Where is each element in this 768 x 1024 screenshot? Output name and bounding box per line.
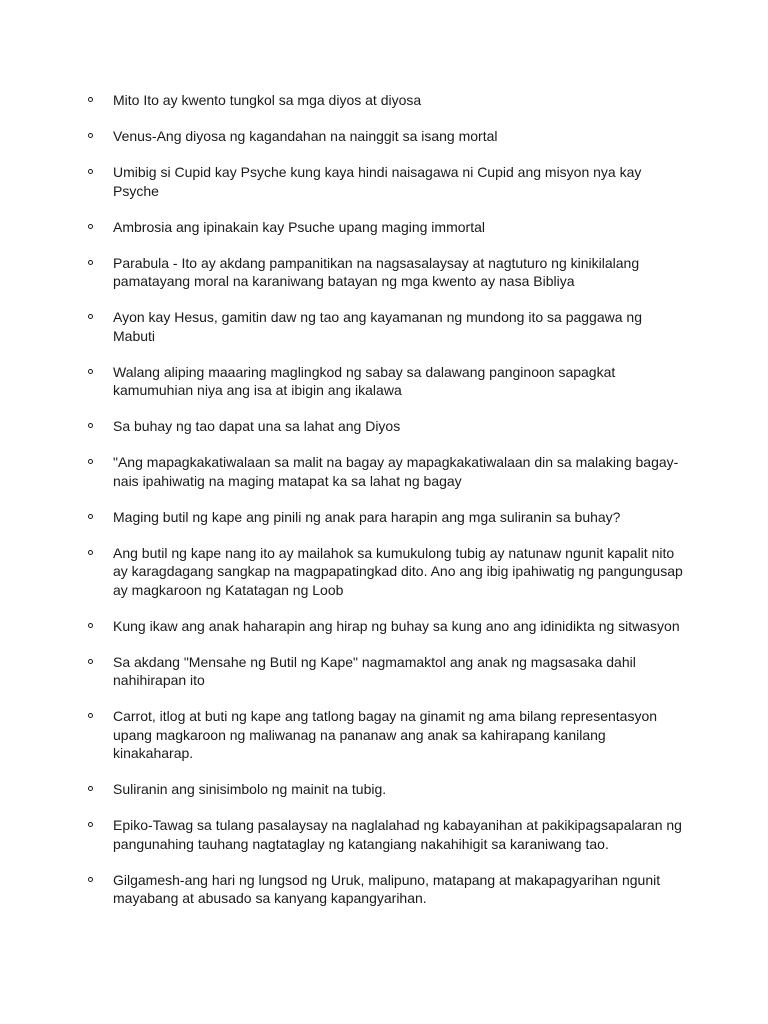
list-item [86, 127, 686, 146]
bullet-icon [88, 877, 93, 882]
list-item-text: Carrot, itlog at buti ng kape ang tatlong bagay na ginamit ng ama bilang representasyon upang magkaroon ng maliwanag na pananaw ang anak sa kahirapang kanilang kinakaharap. [113, 708, 658, 761]
bullet-list [86, 91, 686, 925]
list-item-text: Venus-Ang diyosa ng kagandahan na nainggit sa isang mortal [113, 128, 498, 144]
list-item-text: Ayon kay Hesus, gamitin daw ng tao ang kayamanan ng mundong ito sa paggawa ng Mabuti [113, 309, 642, 344]
list-item [86, 254, 686, 291]
bullet-icon [88, 514, 93, 519]
list-item-text: Suliranin ang sinisimbolo ng mainit na tubig. [113, 781, 387, 797]
bullet-icon [88, 786, 93, 791]
list-item [86, 544, 686, 600]
list-item-text: Gilgamesh-ang hari ng lungsod ng Uruk, malipuno, matapang at makapagyarihan ngunit mayabang at abusado sa kanyang kapangyarihan. [113, 871, 661, 906]
list-item-text: Kung ikaw ang anak haharapin ang hirap ng buhay sa kung ano ang idinidikta ng sitwasyon [113, 617, 680, 634]
bullet-icon [88, 224, 93, 229]
bullet-icon [88, 822, 93, 827]
list-item-text: Umibig si Cupid kay Psyche kung kaya hindi naisagawa ni Cupid ang misyon nya kay Psyche [113, 164, 642, 199]
list-item [86, 617, 686, 636]
list-item-text: Sa akdang "Mensahe ng Butil ng Kape" nagmamaktol ang anak ng magsasaka dahil nahihirapan ito [113, 653, 636, 688]
list-item [86, 871, 686, 908]
list-item [86, 308, 686, 345]
list-item [86, 707, 686, 763]
bullet-icon [88, 314, 93, 319]
list-item [86, 218, 686, 237]
bullet-icon [88, 97, 93, 102]
list-item-text: Maging butil ng kape ang pinili ng anak para harapin ang mga suliranin sa buhay? [113, 508, 621, 525]
list-item-text: Sa buhay ng tao dapat una sa lahat ang Diyos [113, 418, 401, 434]
list-item [86, 508, 686, 527]
list-item [86, 163, 686, 200]
list-item-text: Epiko-Tawag sa tulang pasalaysay na naglalahad ng kabayanihan at pakikipagsapalaran ng pangunahing tauhang nagtataglay ng katangiang nakahihigit sa karaniwang tao. [113, 817, 682, 852]
bullet-icon [88, 713, 93, 718]
list-item [86, 780, 686, 799]
list-item [86, 816, 686, 853]
bullet-icon [88, 260, 93, 265]
list-item-text: "Ang mapagkakatiwalaan sa malit na bagay ay mapagkakatiwalaan din sa malaking bagay- nais ipahiwatig na maging matapat ka sa lahat ng bagay [113, 454, 679, 489]
bullet-icon [88, 550, 93, 555]
list-item [86, 91, 686, 110]
list-item-text: Walang aliping maaaring maglingkod ng sabay sa dalawang panginoon sapagkat kamumuhian niya ang isa at ibigin ang ikalawa [113, 363, 616, 398]
bullet-icon [88, 659, 93, 664]
list-item [86, 453, 686, 490]
list-item [86, 653, 686, 690]
bullet-icon [88, 459, 93, 464]
bullet-icon [88, 623, 93, 628]
list-item [86, 363, 686, 400]
list-item-text: Ambrosia ang ipinakain kay Psuche upang maging immortal [113, 218, 485, 235]
list-item-text: Ang butil ng kape nang ito ay mailahok sa kumukulong tubig ay natunaw ngunit kapalit nito ay karagdagang sangkap na magpapatingkad dito. Ano ang ibig ipahiwatig ng pangungusap ay magkaroon ng Katatagan ng Loob [113, 544, 683, 598]
list-item-text: Mito Ito ay kwento tungkol sa mga diyos at diyosa [113, 92, 422, 108]
list-item [86, 417, 686, 436]
list-item-text: Parabula - Ito ay akdang pampanitikan na nagsasalaysay at nagtuturo ng kinikilalang pamatayang moral na karaniwang batayan ng mga kwento ay nasa Bibliya [113, 254, 640, 289]
bullet-icon [88, 133, 93, 138]
bullet-icon [88, 423, 93, 428]
bullet-icon [88, 369, 93, 374]
bullet-icon [88, 169, 93, 174]
